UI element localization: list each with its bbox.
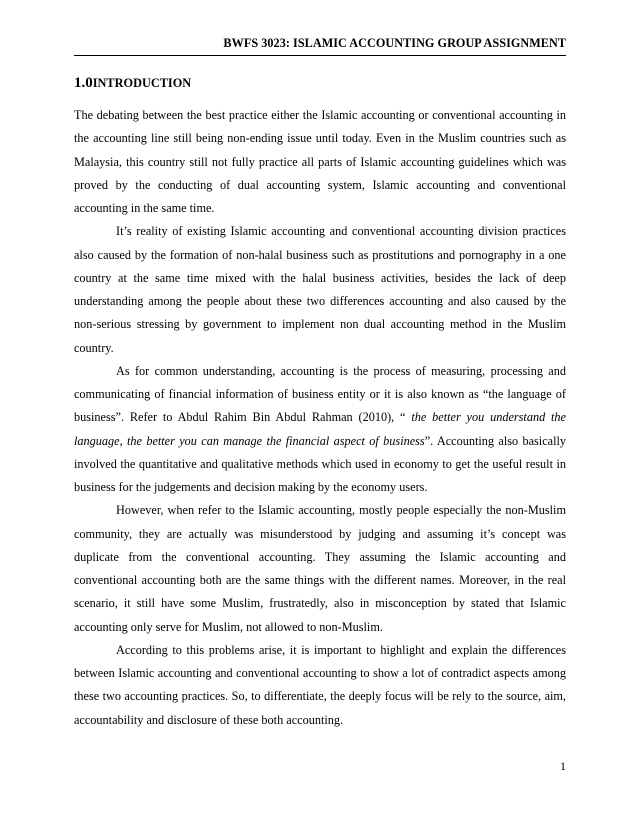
paragraph-3-quote: the better you understand the language, the better you can manage the financial aspect of business xyxy=(74,410,566,448)
paragraph-1: The debating between the best practice either the Islamic accounting or conventional accounting in the accounting line still being non-ending issue until today. Even in the Muslim countries such as Malaysia, this country still not fully practice all parts of Islamic accounting guidelines which was proved by the conducting of dual accounting system, Islamic accounting and conventional accounting in the same time. xyxy=(74,108,566,215)
page-number: 1 xyxy=(560,759,566,773)
paragraph-3-lead: As for common understanding, accounting is the process of measuring, processing and communicating of financial information of business entity or it is also known as “the language of business”. Refer to Abdul Rahim Bin Abdul Rahman (2010), “ xyxy=(74,363,566,425)
header-divider xyxy=(74,55,566,56)
section-number: 1.0 xyxy=(74,75,93,91)
section-title: INTRODUCTION xyxy=(92,76,192,90)
paragraph-5: According to this problems arise, it is important to highlight and explain the differences between Islamic accounting and conventional accounting to show a lot of contradict aspects among these two accounting practices. So, to differentiate, the deeply focus will be rely to the source, aim, accountability and disclosure of these both accounting. xyxy=(74,642,566,727)
paragraph-2: It’s reality of existing Islamic accounting and conventional accounting division practices also caused by the formation of non-halal business such as prostitutions and pornography in a one country at the same time mixed with the halal business activities, besides the lack of deep understanding among the people about these two differences accounting and also caused by the non-serious stressing by government to implement non dual accounting method in the Muslim country. xyxy=(74,224,566,355)
paragraph-3-tail: ”. Accounting also basically involved the quantitative and qualitative methods which used in economy to get the useful result in business for the judgements and decision making by the economy users. xyxy=(74,433,566,494)
body-text xyxy=(74,104,566,732)
running-header: BWFS 3023: ISLAMIC ACCOUNTING GROUP ASSIGNMENT xyxy=(223,36,566,50)
paragraph-4: However, when refer to the Islamic accounting, mostly people especially the non-Muslim community, they are actually was misunderstood by judging and assuming it’s concept was duplicate from the conventional accounting. They assuming the Islamic accounting and conventional accounting both are the same things with the different names. Moreover, in the real scenario, it still have some Muslim, frustratedly, also in misconception by stated that Islamic accounting only serve for Muslim, not allowed to non-Muslim. xyxy=(74,503,566,634)
paragraph-3 xyxy=(74,360,566,500)
section-heading xyxy=(74,73,191,93)
